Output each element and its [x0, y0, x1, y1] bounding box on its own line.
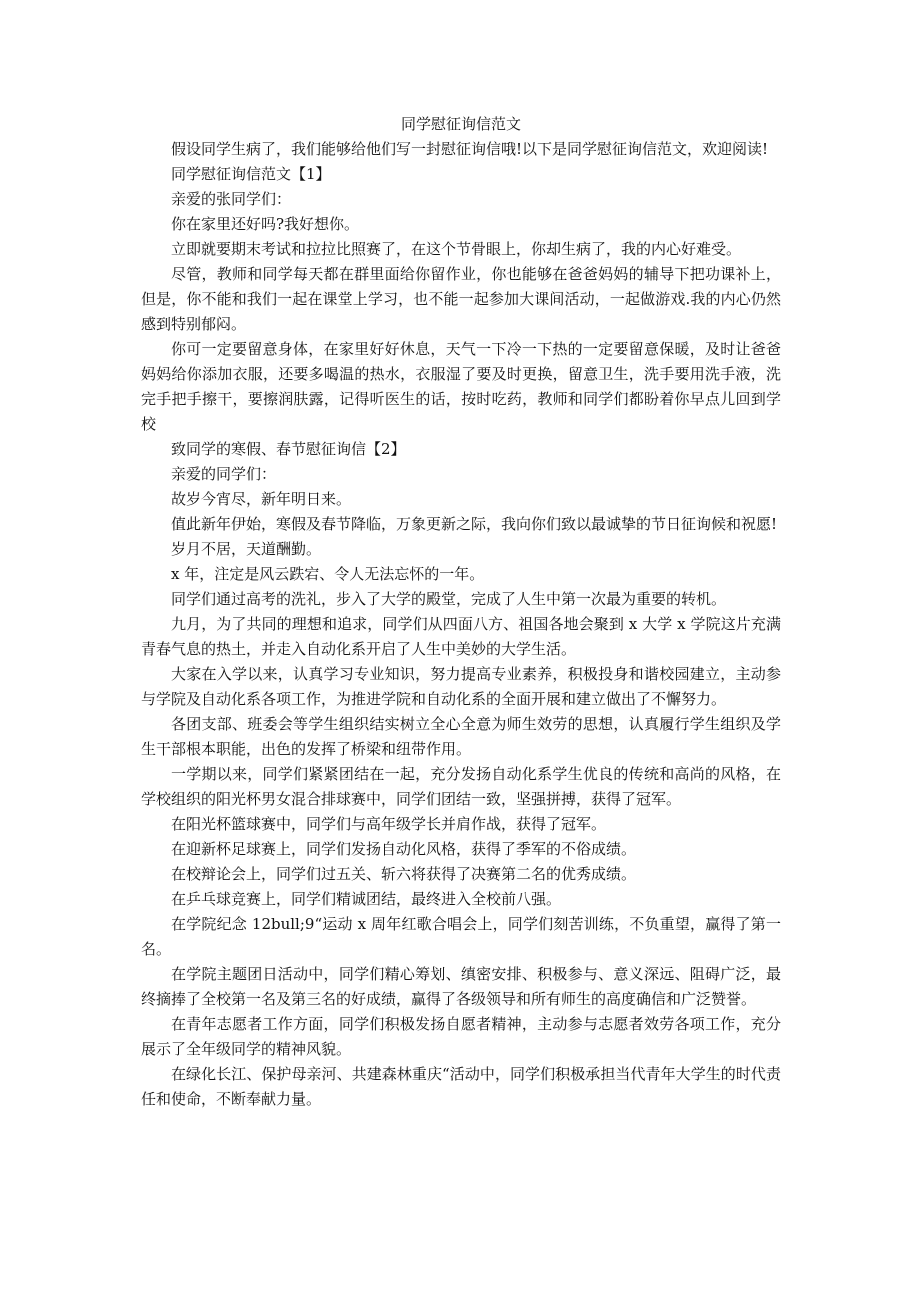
- document-title: 同学慰征询信范文: [400, 115, 521, 133]
- section-heading: 同学慰征询信范文【1】: [171, 165, 331, 183]
- paragraph: 在学院纪念 12bull;9“运动 x 周年红歌合唱会上，同学们刻苦训练，不负重望，赢得了第一名。: [141, 915, 781, 958]
- paragraph: 假设同学生病了，我们能够给他们写一封慰征询信哦!以下是同学慰征询信范文，欢迎阅读!: [171, 140, 769, 158]
- paragraph: 在青年志愿者工作方面，同学们积极发扬自愿者精神，主动参与志愿者效劳各项工作，充分展示了全年级同学的精神风貌。: [141, 1015, 781, 1058]
- paragraph: 各团支部、班委会等学生组织结实树立全心全意为师生效劳的思想，认真履行学生组织及学生干部根本职能，出色的发挥了桥梁和纽带作用。: [141, 715, 781, 758]
- paragraph: 九月，为了共同的理想和追求，同学们从四面八方、祖国各地会聚到 x 大学 x 学院这片充满青春气息的热土，并走入自动化系开启了人生中美妙的大学生活。: [141, 615, 781, 658]
- document-page: [141, 112, 781, 1112]
- paragraph: 尽管，教师和同学每天都在群里面给你留作业，你也能够在爸爸妈妈的辅导下把功课补上，但是，你不能和我们一起在课堂上学习，也不能一起参加大课间活动，一起做游戏.我的内心仍然感到特别郁闷。: [141, 265, 781, 333]
- paragraph: 你可一定要留意身体，在家里好好休息，天气一下冷一下热的一定要留意保暖，及时让爸爸妈妈给你添加衣服，还要多喝温的热水，衣服湿了要及时更换，留意卫生，洗手要用洗手液，洗完手把手擦干，要擦润肤露，记得听医生的话，按时吃药，教师和同学们都盼着你早点儿回到学校: [141, 340, 781, 433]
- paragraph: 在绿化长江、保护母亲河、共建森林重庆“活动中，同学们积极承担当代青年大学生的时代责任和使命，不断奉献力量。: [141, 1065, 781, 1108]
- paragraph: 在迎新杯足球赛上，同学们发扬自动化风格，获得了季军的不俗成绩。: [171, 840, 637, 858]
- paragraph: 你在家里还好吗?我好想你。: [171, 215, 360, 233]
- paragraph: 立即就要期末考试和拉拉比照赛了，在这个节骨眼上，你却生病了，我的内心好难受。: [171, 240, 742, 258]
- paragraph: 值此新年伊始，寒假及春节降临，万象更新之际，我向你们致以最诚挚的节日征询候和祝愿!: [171, 515, 778, 533]
- paragraph: 在阳光杯篮球赛中，同学们与高年级学长并肩作战，获得了冠军。: [171, 815, 607, 833]
- paragraph: 岁月不居，天道酬勤。: [171, 540, 322, 558]
- paragraph: 故岁今宵尽，新年明日来。: [171, 490, 352, 508]
- paragraph: 一学期以来，同学们紧紧团结在一起，充分发扬自动化系学生优良的传统和高尚的风格，在学校组织的阳光杯男女混合排球赛中，同学们团结一致，坚强拼搏，获得了冠军。: [141, 765, 781, 808]
- salutation: 亲爱的张同学们：: [171, 190, 292, 208]
- paragraph: x 年，注定是风云跌宕、令人无法忘怀的一年。: [171, 565, 485, 583]
- paragraph: 在学院主题团日活动中，同学们精心筹划、缜密安排、积极参与、意义深远、阻碍广泛，最终摘捧了全校第一名及第三名的好成绩，赢得了各级领导和所有师生的高度确信和广泛赞誉。: [141, 965, 781, 1008]
- paragraph: 在乒乓球竞赛上，同学们精诚团结，最终进入全校前八强。: [171, 890, 562, 908]
- salutation: 亲爱的同学们：: [171, 465, 277, 483]
- paragraph: 大家在入学以来，认真学习专业知识，努力提高专业素养，积极投身和谐校园建立，主动参与学院及自动化系各项工作，为推进学院和自动化系的全面开展和建立做出了不懈努力。: [141, 665, 781, 708]
- paragraph: 同学们通过高考的洗礼，步入了大学的殿堂，完成了人生中第一次最为重要的转机。: [171, 590, 727, 608]
- paragraph: 在校辩论会上，同学们过五关、斩六将获得了决赛第二名的优秀成绩。: [171, 865, 637, 883]
- section-heading: 致同学的寒假、春节慰征询信【2】: [171, 440, 406, 458]
